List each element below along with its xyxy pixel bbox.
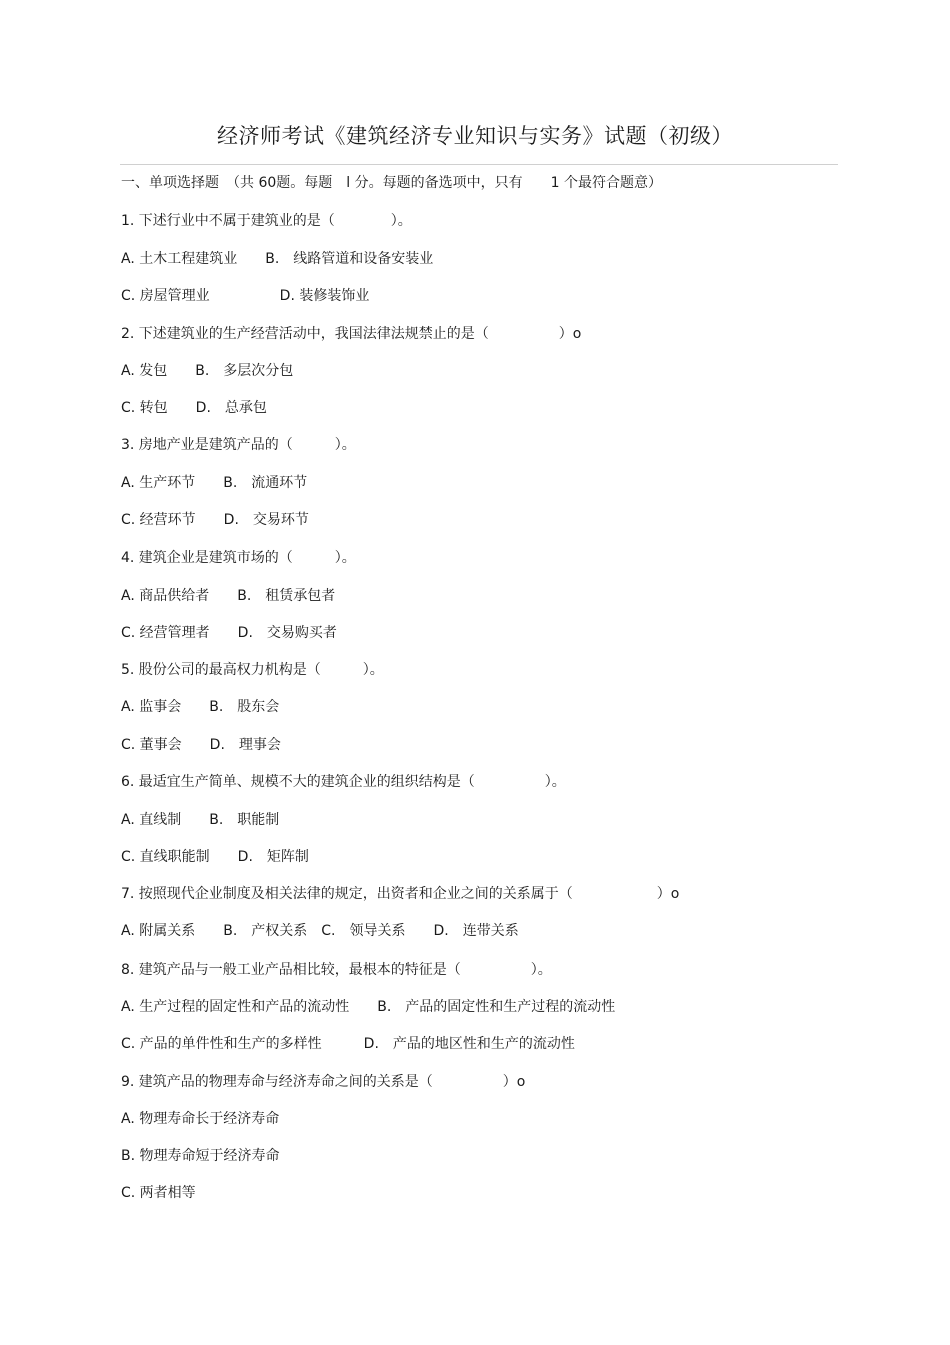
question-5-options-cd: C. 董事会 D. 理事会: [121, 737, 281, 753]
question-3: 3. 房地产业是建筑产品的（ ）。: [121, 437, 356, 453]
question-8: 8. 建筑产品与一般工业产品相比较，最根本的特征是（ ）。: [121, 962, 552, 978]
question-7: 7. 按照现代企业制度及相关法律的规定，出资者和企业之间的关系属于（ ）o: [121, 886, 680, 902]
question-4: 4. 建筑企业是建筑市场的（ ）。: [121, 550, 356, 566]
question-8-options-ab: A. 生产过程的固定性和产品的流动性 B. 产品的固定性和生产过程的流动性: [121, 999, 616, 1015]
question-5: 5. 股份公司的最高权力机构是（ ）。: [121, 662, 384, 678]
question-2-options-ab: A. 发包 B. 多层次分包: [121, 363, 294, 379]
question-2-options-cd: C. 转包 D. 总承包: [121, 400, 267, 416]
question-6-options-cd: C. 直线职能制 D. 矩阵制: [121, 849, 309, 865]
question-3-options-ab: A. 生产环节 B. 流通环节: [121, 475, 308, 491]
question-8-options-cd: C. 产品的单件性和生产的多样性 D. 产品的地区性和生产的流动性: [121, 1036, 575, 1052]
question-1-options-ab: A. 土木工程建筑业 B. 线路管道和设备安装业: [121, 251, 434, 267]
question-3-options-cd: C. 经营环节 D. 交易环节: [121, 512, 309, 528]
question-4-options-cd: C. 经营管理者 D. 交易购买者: [121, 625, 337, 641]
document-title: 经济师考试《建筑经济专业知识与实务》试题（初级）: [217, 124, 733, 148]
question-6: 6. 最适宜生产简单、规模不大的建筑企业的组织结构是（ ）。: [121, 774, 566, 790]
question-2: 2. 下述建筑业的生产经营活动中，我国法律法规禁止的是（ ）o: [121, 326, 582, 342]
question-4-options-ab: A. 商品供给者 B. 租赁承包者: [121, 588, 336, 604]
question-6-options-ab: A. 直线制 B. 职能制: [121, 812, 280, 828]
question-9-option-a: A. 物理寿命长于经济寿命: [121, 1111, 280, 1127]
title-divider: [120, 164, 838, 165]
question-5-options-ab: A. 监事会 B. 股东会: [121, 699, 280, 715]
question-9: 9. 建筑产品的物理寿命与经济寿命之间的关系是（ ）o: [121, 1074, 526, 1090]
question-1: 1. 下述行业中不属于建筑业的是（ ）。: [121, 213, 412, 229]
question-9-option-b: B. 物理寿命短于经济寿命: [121, 1148, 280, 1164]
section-heading: 一、单项选择题 （共 60题。每题 l 分。每题的备选项中，只有 1 个最符合题意）: [121, 175, 662, 191]
question-7-options: A. 附属关系 B. 产权关系 C. 领导关系 D. 连带关系: [121, 923, 519, 939]
question-1-options-cd: C. 房屋管理业 D. 装修装饰业: [121, 288, 370, 304]
question-9-option-c: C. 两者相等: [121, 1185, 196, 1201]
